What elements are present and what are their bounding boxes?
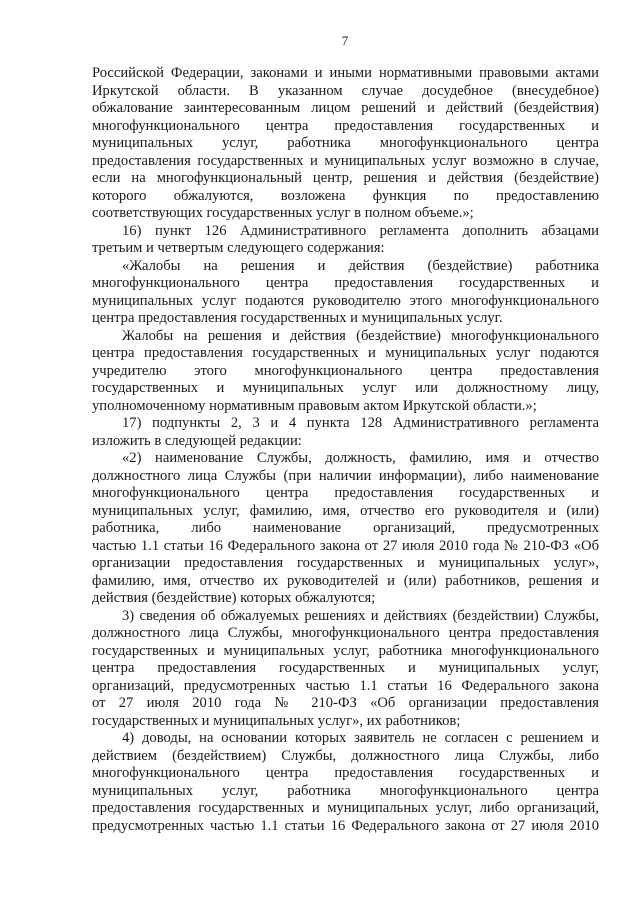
text-line: предоставления государственных и муниципальных услуг возможно в случае, bbox=[92, 152, 599, 169]
text-line: фамилию, имя, отчество их руководителей и (или) работников, решения и bbox=[92, 572, 599, 589]
text-line: частью 1.1 статьи 16 Федерального закона от 27 июля 2010 года № 210-ФЗ «Об bbox=[92, 537, 599, 554]
text-line: 4) доводы, на основании которых заявитель не согласен с решением и bbox=[122, 730, 599, 746]
text-line: организации предоставления государственных и муниципальных услуг», bbox=[92, 555, 599, 571]
text-line: «2) наименование Службы, должность, фамилию, имя и отчество bbox=[122, 450, 599, 466]
page-number: 7 bbox=[341, 33, 349, 48]
text-line: 3) сведения об обжалуемых решениях и действиях (бездействии) Службы, bbox=[122, 607, 599, 624]
text-line: действия (бездействие) которых обжалуются; bbox=[92, 590, 376, 606]
text-line: обжалование заинтересованным лицом решений и действий (бездействия) bbox=[92, 100, 599, 116]
document-body bbox=[92, 65, 599, 835]
text-line: учредителю этого многофункционального центра предоставления bbox=[92, 362, 599, 379]
text-line: многофункционального центра предоставления государственных и bbox=[92, 765, 599, 781]
text-line: уполномоченному нормативным правовым актом Иркутской области.»; bbox=[92, 397, 537, 414]
text-line: многофункционального центра предоставления государственных и bbox=[92, 117, 599, 134]
text-line: третьим и четвертым следующего содержания: bbox=[92, 240, 385, 256]
text-line: Жалобы на решения и действия (бездействие) многофункционального bbox=[122, 327, 599, 344]
text-line: муниципальных услуг, фамилию, имя, отчество его руководителя и (или) bbox=[92, 502, 599, 519]
text-line: Иркутской области. В указанном случае досудебное (внесудебное) bbox=[92, 82, 599, 99]
text-line: предоставления государственных и муниципальных услуг, либо организаций, bbox=[92, 800, 599, 816]
text-line: государственных и муниципальных услуг или должностному лицу, bbox=[92, 380, 599, 396]
text-line: от 27 июля 2010 года № 210-ФЗ «Об организации предоставления bbox=[92, 695, 599, 711]
text-line: которого обжалуются, возложена функция по предоставлению bbox=[92, 187, 599, 204]
text-line: центра предоставления государственных и муниципальных услуг, bbox=[92, 660, 599, 676]
text-line: если на многофункциональный центр, решения и действия (бездействие) bbox=[92, 170, 599, 186]
text-line: предусмотренных частью 1.1 статьи 16 Федерального закона от 27 июля 2010 bbox=[92, 817, 599, 834]
text-line: центра предоставления государственных и муниципальных услуг подаются bbox=[92, 345, 599, 361]
text-line: должностного лица Службы (при наличии информации), либо наименование bbox=[92, 467, 599, 484]
text-line: многофункционального центра предоставления государственных и bbox=[92, 485, 599, 501]
text-line: муниципальных услуг, работника многофункционального центра bbox=[92, 135, 599, 151]
text-line: действием (бездействием) Службы, должностного лица Службы, либо bbox=[92, 747, 599, 764]
text-line: центра предоставления государственных и муниципальных услуг. bbox=[92, 310, 503, 326]
text-line: соответствующих государственных услуг в полном объеме.»; bbox=[92, 205, 474, 221]
text-line: 17) подпункты 2, 3 и 4 пункта 128 Административного регламента bbox=[122, 415, 599, 431]
text-line: многофункционального центра предоставления государственных и bbox=[92, 275, 599, 291]
text-line: организаций, предусмотренных частью 1.1 статьи 16 Федерального закона bbox=[92, 677, 599, 694]
text-line: государственных и муниципальных услуг, работника многофункционального bbox=[92, 642, 599, 659]
text-line: должностного лица Службы, многофункционального центра предоставления bbox=[92, 625, 599, 641]
text-line: «Жалобы на решения и действия (бездействие) работника bbox=[122, 257, 599, 274]
text-line: государственных и муниципальных услуг», их работников; bbox=[92, 712, 461, 729]
text-line: Российской Федерации, законами и иными нормативными правовыми актами bbox=[92, 65, 599, 81]
text-line: муниципальных услуг подаются руководителю этого многофункционального bbox=[92, 292, 599, 309]
text-line: 16) пункт 126 Административного регламента дополнить абзацами bbox=[122, 222, 599, 239]
text-line: работника, либо наименование организаций, предусмотренных bbox=[92, 520, 599, 536]
text-line: изложить в следующей редакции: bbox=[92, 432, 302, 449]
text-line: муниципальных услуг, работника многофункционального центра bbox=[92, 782, 599, 799]
